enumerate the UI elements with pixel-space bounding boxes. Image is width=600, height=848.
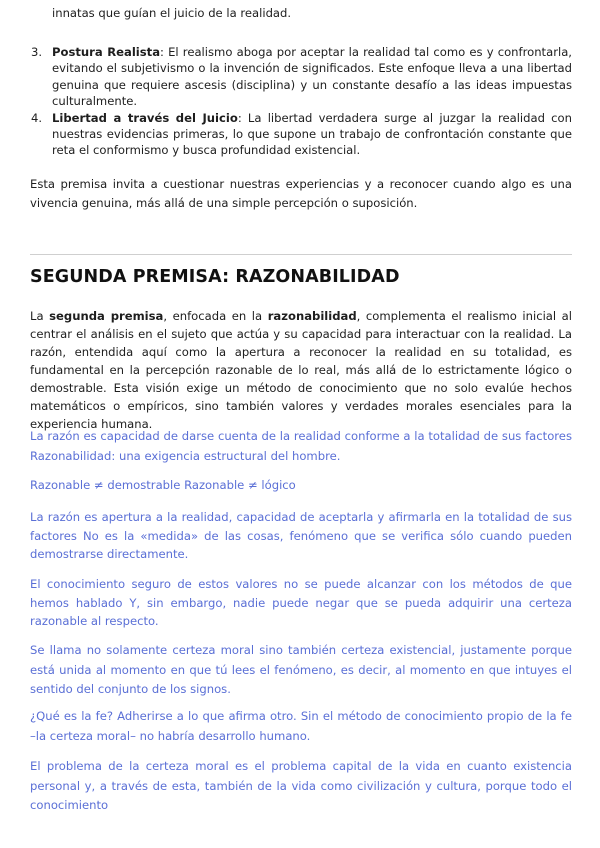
note-paragraph: Razonable ≠ demostrable Razonable ≠ lógico	[30, 478, 296, 492]
list-item-title: Postura Realista	[52, 45, 161, 59]
note-paragraph: La razón es capacidad de darse cuenta de la realidad conforme a la totalidad de sus factores Razonabilidad: una exigencia estructural del hombre.	[30, 429, 572, 463]
bold-term: razonabilidad	[267, 309, 357, 323]
list-item-title: Libertad a través del Juicio	[52, 110, 238, 125]
bold-term: segunda premisa	[49, 309, 164, 323]
premise-list	[31, 44, 572, 159]
section-title: SEGUNDA PREMISA: RAZONABILIDAD	[30, 267, 400, 287]
list-number: 4.	[31, 110, 43, 125]
list-item-text: : El realismo aboga por aceptar la realidad tal como es y confrontarla, evitando el subjetivismo o la invención de significados. Este enfoque lleva a una libertad genuina que requiere ascesis (disciplina) y un constante desafío a las ideas impuestas culturalmente.	[52, 45, 572, 109]
list-tail-text: innatas que guían el juicio de la realidad.	[52, 6, 292, 20]
note-paragraph: El conocimiento seguro de estos valores no se puede alcanzar con los métodos de que hemos hablado Y, sin embargo, nadie puede negar que se pueda adquirir una certeza razonable al respecto.	[30, 577, 572, 628]
section-divider	[30, 254, 572, 255]
note-paragraph: ¿Qué es la fe? Adherirse a lo que afirma otro. Sin el método de conocimiento propio de la fe –la certeza moral– no habría desarrollo humano.	[30, 709, 572, 743]
list-item-text: : La libertad verdadera surge al juzgar la realidad con nuestras evidencias primeras, lo que supone un trabajo de confrontación constante que reta el conformismo y busca profundidad existencial.	[52, 110, 572, 158]
list-item	[31, 110, 572, 159]
note-paragraph: Se llama no solamente certeza moral sino también certeza existencial, justamente porque está unida al momento en que tú lees el fenómeno, es decir, al momento en que intuyes el sentido del conjunto de los signos.	[30, 643, 572, 696]
section-intro-paragraph: La segunda premisa, enfocada en la razonabilidad, complementa el realismo inicial al centrar el análisis en el sujeto que actúa y su capacidad para interactuar con la realidad. La razón, entendida aquí como la apertura a reconocer la realidad en su totalidad, es fundamental en la percepción razonable de lo real, más allá de lo estrictamente lógico o demostrable. Esta visión exige un método de conocimiento que no solo evalúe hechos matemáticos o empíricos, sino también valores y verdades morales esenciales para la experiencia humana.	[30, 309, 573, 431]
note-paragraph: El problema de la certeza moral es el problema capital de la vida en cuanto existencia personal y, a través de esta, también de la vida como civilización y cultura, porque todo el conocimiento	[30, 759, 572, 812]
closing-paragraph: Esta premisa invita a cuestionar nuestras experiencias y a reconocer cuando algo es una vivencia genuina, más allá de una simple percepción o suposición.	[30, 177, 572, 210]
note-paragraph: La razón es apertura a la realidad, capacidad de aceptarla y afirmarla en la totalidad de sus factores No es la «medida» de las cosas, fenómeno que se verifica sólo cuando pueden demostrarse directamente.	[30, 510, 572, 561]
list-number: 3.	[31, 45, 43, 59]
list-item	[31, 44, 572, 110]
